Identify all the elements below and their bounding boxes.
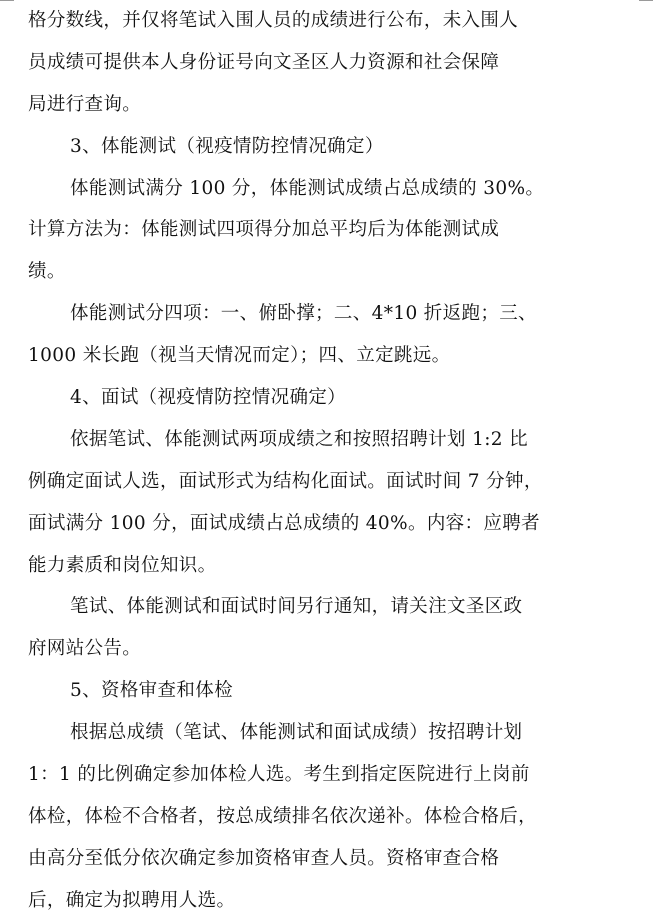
body-text-line: 绩。 <box>28 261 66 283</box>
section-heading-physical-test: 3、体能测试（视疫情防控情况确定） <box>70 135 384 157</box>
body-text-line: 体能测试满分 100 分，体能测试成绩占总成绩的 30%。 <box>70 177 545 199</box>
body-text-line: 员成绩可提供本人身份证号向文圣区人力资源和社会保障 <box>28 51 500 73</box>
body-text-line: 后，确定为拟聘用人选。 <box>28 889 236 911</box>
body-text-line: 面试满分 100 分，面试成绩占总成绩的 40%。内容：应聘者 <box>28 512 540 534</box>
body-text-line: 体能测试分四项：一、俯卧撑；二、4*10 折返跑；三、 <box>70 303 537 325</box>
body-text-line: 体检，体检不合格者，按总成绩排名依次递补。体检合格后， <box>28 805 537 827</box>
document-body <box>28 0 626 922</box>
body-text-line: 依据笔试、体能测试两项成绩之和按照招聘计划 1:2 比 <box>70 428 528 450</box>
body-text-line: 由高分至低分依次确定参加资格审查人员。资格审查合格 <box>28 847 500 869</box>
body-text-line: 府网站公告。 <box>28 638 142 660</box>
body-text-line: 计算方法为：体能测试四项得分加总平均后为体能测试成 <box>28 219 500 241</box>
section-heading-qualification-exam: 5、资格审查和体检 <box>70 680 233 702</box>
body-text-line: 例确定面试人选，面试形式为结构化面试。面试时间 7 分钟， <box>28 470 543 492</box>
body-text-line: 局进行查询。 <box>28 93 142 115</box>
body-text-line: 1：1 的比例确定参加体检人选。考生到指定医院进行上岗前 <box>28 764 530 786</box>
page-corner-mark-left <box>0 0 14 1</box>
section-heading-interview: 4、面试（视疫情防控情况确定） <box>70 387 347 409</box>
body-text-line: 格分数线，并仅将笔试入围人员的成绩进行公布，未入围人 <box>28 10 519 31</box>
body-text-line: 根据总成绩（笔试、体能测试和面试成绩）按招聘计划 <box>70 722 523 744</box>
body-text-line: 1000 米长跑（视当天情况而定）；四、立定跳远。 <box>28 345 451 367</box>
body-text-line: 能力素质和岗位知识。 <box>28 554 217 576</box>
page-corner-mark-right <box>639 0 653 1</box>
body-text-line: 笔试、体能测试和面试时间另行通知，请关注文圣区政 <box>70 596 523 618</box>
